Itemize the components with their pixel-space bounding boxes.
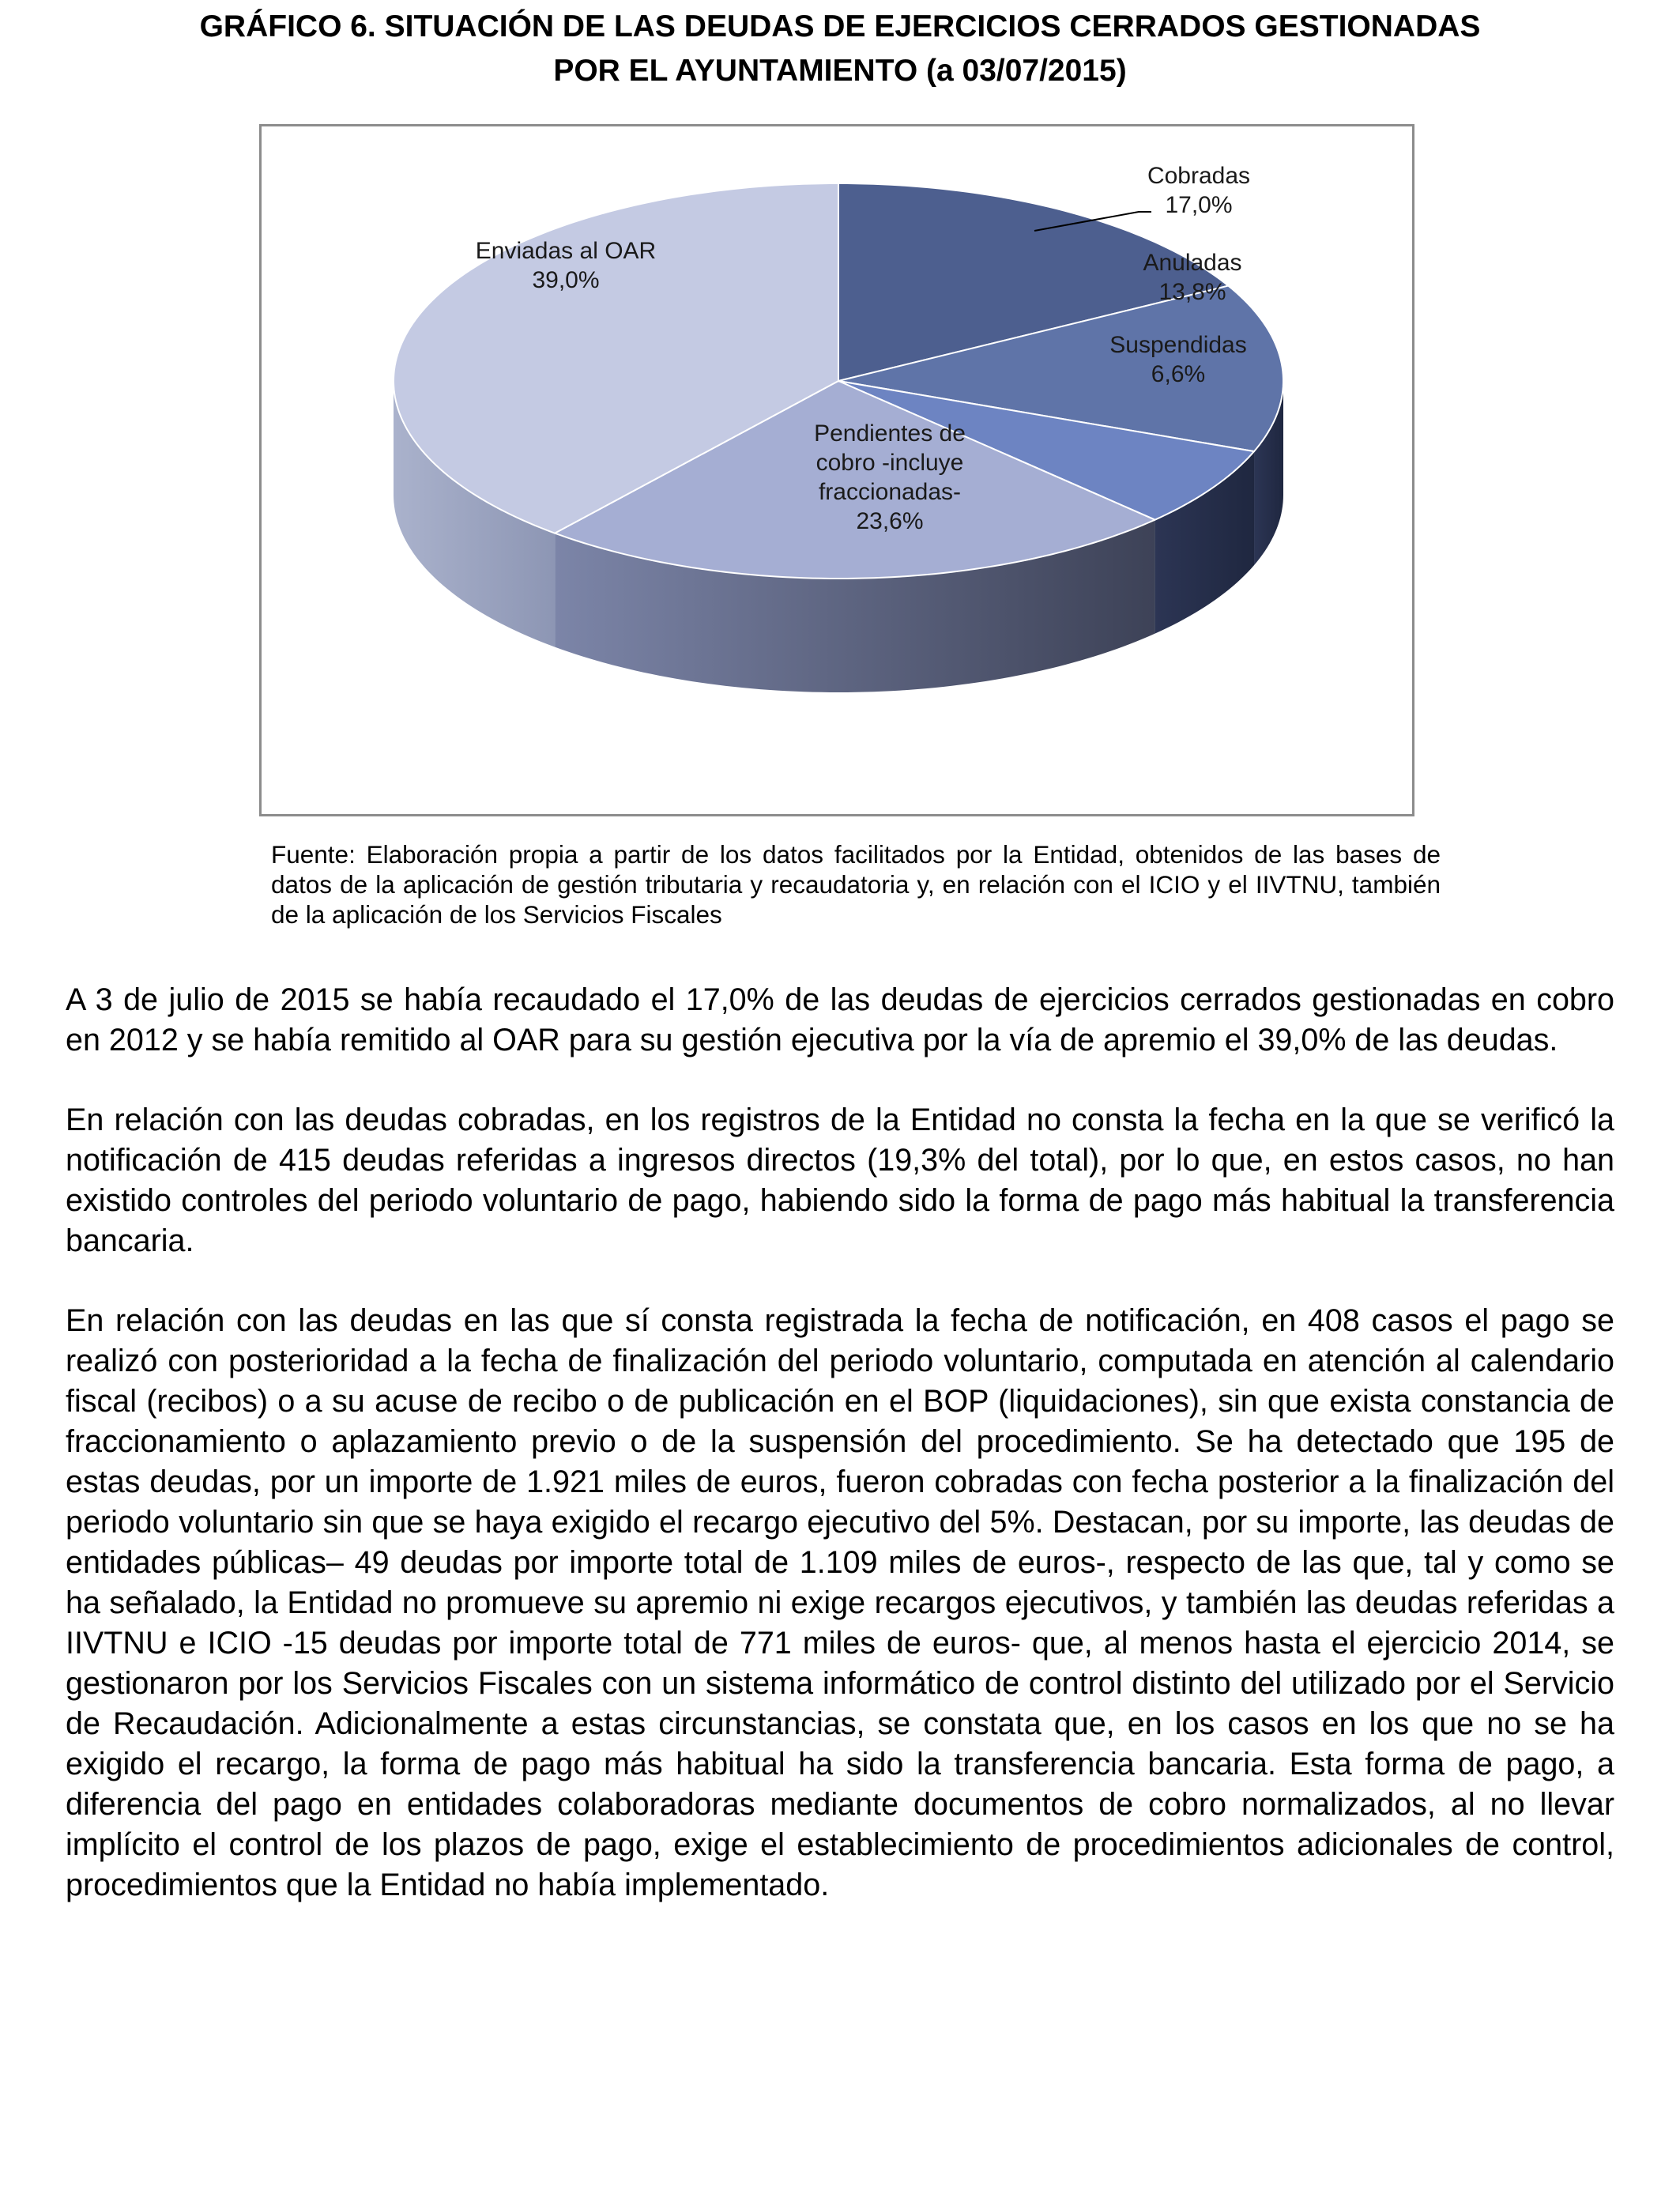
pie-category-label-4: fraccionadas- bbox=[818, 479, 962, 505]
paragraph-2: En relación con las deudas cobradas, en los registros de la Entidad no consta la fecha en la que se verificó la notificación de 415 deudas referidas a ingresos directos (19,3% del total), por lo que, en estos casos, no han existido controles del periodo voluntario de pago, habiendo sido la forma de pago más habitual la transferencia bancaria. bbox=[66, 1103, 1614, 1258]
pie-value-label-4: 23,6% bbox=[856, 508, 924, 534]
chart-title bbox=[63, 5, 1617, 93]
pie-category-label-4: cobro -incluye bbox=[816, 450, 964, 476]
pie-category-label-1: Cobradas bbox=[1147, 163, 1251, 189]
pie-category-label-5: Enviadas al OAR bbox=[475, 238, 657, 264]
paragraph-3: En relación con las deudas en las que sí consta registrada la fecha de notificación, en 408 casos el pago se realizó con posterioridad a la fecha de finalización del periodo voluntario, computada en atención al calendario fiscal (recibos) o a su acuse de recibo o de publicación en el BOP (liquidaciones), sin que exista constancia de fraccionamiento o aplazamiento previo o de la suspensión del procedimiento. Se ha detectado que 195 de estas deudas, por un importe de 1.921 miles de euros, fueron cobradas con fecha posterior a la finalización del periodo voluntario sin que se haya exigido el recargo ejecutivo del 5%. Destacan, por su importe, las deudas de entidades públicas– 49 deudas por importe total de 1.109 miles de euros-, respecto de las que, tal y como se ha señalado, la Entidad no promueve su apremio ni exige recargos ejecutivos, y también las deudas referidas a IIVTNU e ICIO -15 deudas por importe total de 771 miles de euros- que, al menos hasta el ejercicio 2014, se gestionaron por los Servicios Fiscales con un sistema informático de control distinto del utilizado por el Servicio de Recaudación. Adicionalmente a estas circunstancias, se constata que, en los casos en los que no se ha exigido el recargo, la forma de pago más habitual ha sido la transferencia bancaria. Esta forma de pago, a diferencia del pago en entidades colaboradoras mediante documentos de cobro normalizados, al no llevar implícito el control de los plazos de pago, exige el establecimiento de procedimientos adicionales de control, procedimientos que la Entidad no había implementado. bbox=[66, 1303, 1614, 1902]
pie-chart bbox=[262, 126, 1412, 814]
chart-title-line-2: POR EL AYUNTAMIENTO (a 03/07/2015) bbox=[553, 54, 1127, 88]
pie-value-label-2: 13,8% bbox=[1158, 279, 1226, 305]
pie-category-label-4: Pendientes de bbox=[814, 420, 966, 447]
pie-value-label-3: 6,6% bbox=[1151, 361, 1206, 387]
pie-value-label-1: 17,0% bbox=[1165, 192, 1233, 218]
body-text bbox=[66, 980, 1614, 1945]
chart-title-line-1: GRÁFICO 6. SITUACIÓN DE LAS DEUDAS DE EJERCICIOS CERRADOS GESTIONADAS bbox=[199, 9, 1481, 43]
pie-category-label-3: Suspendidas bbox=[1109, 332, 1247, 358]
pie-category-label-2: Anuladas bbox=[1143, 250, 1242, 276]
paragraph-1: A 3 de julio de 2015 se había recaudado el 17,0% de las deudas de ejercicios cerrados gestionadas en cobro en 2012 y se había remitido al OAR para su gestión ejecutiva por la vía de apremio el 39,0% de las deudas. bbox=[66, 982, 1614, 1057]
pie-value-label-5: 39,0% bbox=[532, 267, 600, 293]
source-note: Fuente: Elaboración propia a partir de los datos facilitados por la Entidad, obtenidos de las bases de datos de la aplicación de gestión tributaria y recaudatoria y, en relación con el ICIO y el IIVTNU, también de la aplicación de los Servicios Fiscales bbox=[271, 840, 1441, 929]
chart-frame bbox=[259, 124, 1414, 816]
